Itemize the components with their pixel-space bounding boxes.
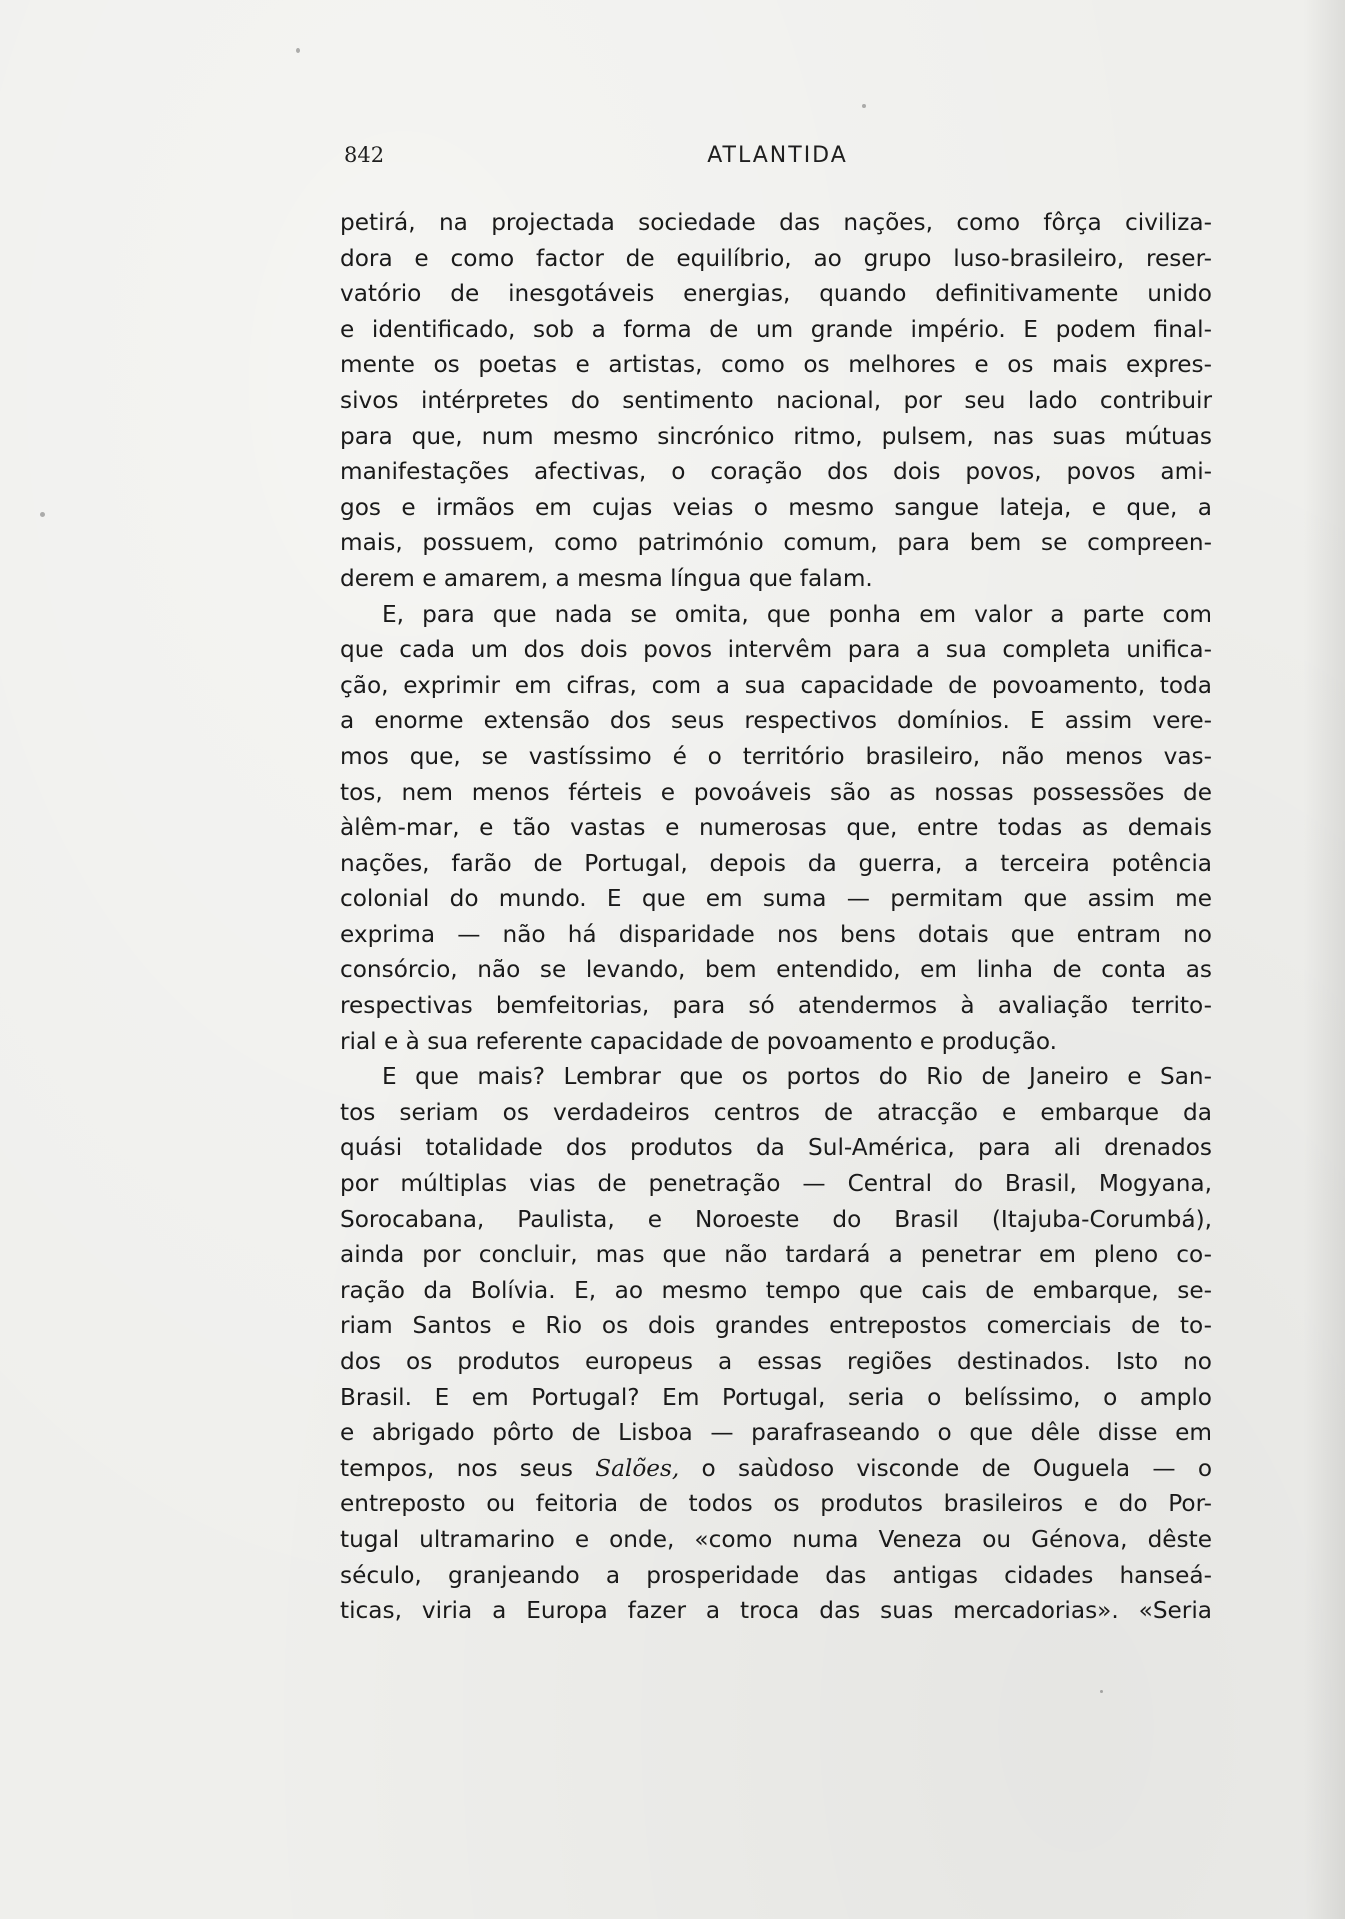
text-line: exprima — não há disparidade nos bens dotais que entram no [340,920,1212,948]
text-line: entreposto ou feitoria de todos os produtos brasileiros e do Por- [340,1490,1212,1518]
text-line: derem e amarem, a mesma língua que falam. [340,564,873,592]
text-line: mos que, se vastíssimo é o território brasileiro, não menos vas- [340,742,1212,770]
text-line: E que mais? Lembrar que os portos do Rio de Janeiro e San- [382,1063,1212,1091]
italic-title: Salões, [595,1454,680,1482]
paragraph [340,1059,1212,1629]
body-text [340,205,1212,1629]
page-edge-shadow [1303,0,1345,1919]
text-line: tos seriam os verdadeiros centros de atracção e embarque da [340,1098,1212,1126]
text-line: dora e como factor de equilíbrio, ao grupo luso-brasileiro, reser- [340,244,1212,272]
text-line: tos, nem menos férteis e povoáveis são as nossas possessões de [340,778,1212,806]
running-head: ATLANTIDA [707,143,848,168]
text-line: século, granjeando a prosperidade das antigas cidades hanseá- [340,1561,1212,1589]
text-line: ção, exprimir em cifras, com a sua capacidade de povoamento, toda [340,671,1212,699]
text-line: Brasil. E em Portugal? Em Portugal, seria o belíssimo, o amplo [340,1383,1212,1411]
text-line: riam Santos e Rio os dois grandes entrepostos comerciais de to- [340,1312,1212,1340]
paper-speck [40,512,45,517]
text-line: ainda por concluir, mas que não tardará a penetrar em pleno co- [340,1241,1212,1269]
paper-speck [296,48,300,53]
text-line: vatório de inesgotáveis energias, quando definitivamente unido [340,280,1212,308]
text-line: e abrigado pôrto de Lisboa — parafraseando o que dêle disse em [340,1419,1212,1447]
text-line-with-italic [340,1451,1212,1487]
text-line: tugal ultramarino e onde, «como numa Veneza ou Génova, dêste [340,1525,1212,1553]
text-line: sivos intérpretes do sentimento nacional, por seu lado contribuir [340,386,1212,414]
text-segment: tempos, nos seus [340,1454,596,1482]
text-line: que cada um dos dois povos intervêm para a sua completa unifica- [340,636,1212,664]
text-line: manifestações afectivas, o coração dos dois povos, povos ami- [340,458,1212,486]
paper-speck [862,104,866,108]
text-line: a enorme extensão dos seus respectivos domínios. E assim vere- [340,707,1212,735]
page-header [344,143,1211,173]
page-number: 842 [344,143,385,167]
text-line: ração da Bolívia. E, ao mesmo tempo que cais de embarque, se- [340,1276,1212,1304]
text-line: colonial do mundo. E que em suma — permitam que assim me [340,885,1212,913]
text-line: nações, farão de Portugal, depois da guerra, a terceira potência [340,849,1212,877]
text-line: rial e à sua referente capacidade de povoamento e produção. [340,1027,1058,1055]
text-line: E, para que nada se omita, que ponha em valor a parte com [382,600,1212,628]
text-segment: o saùdoso visconde de Ouguela — o [679,1454,1213,1482]
text-line: mente os poetas e artistas, como os melhores e os mais expres- [340,351,1212,379]
text-line: petirá, na projectada sociedade das nações, como fôrça civiliza- [340,209,1212,236]
text-line: ticas, viria a Europa fazer a troca das suas mercadorias». «Seria [340,1597,1212,1625]
text-line: mais, possuem, como património comum, para bem se compreen- [340,529,1212,557]
text-line: para que, num mesmo sincrónico ritmo, pulsem, nas suas mútuas [340,422,1212,450]
paper-speck [1100,1690,1103,1693]
text-line: àlêm-mar, e tão vastas e numerosas que, entre todas as demais [340,814,1212,842]
text-line: Sorocabana, Paulista, e Noroeste do Brasil (Itajuba-Corumbá), [340,1205,1212,1233]
paragraph [340,205,1212,597]
text-line: gos e irmãos em cujas veias o mesmo sangue lateja, e que, a [340,493,1212,521]
text-line: e identificado, sob a forma de um grande império. E podem final- [340,315,1212,343]
text-line: quási totalidade dos produtos da Sul-América, para ali drenados [340,1134,1212,1162]
text-line: consórcio, não se levando, bem entendido, em linha de conta as [340,956,1212,984]
text-line: por múltiplas vias de penetração — Central do Brasil, Mogyana, [340,1170,1212,1198]
text-line: respectivas bemfeitorias, para só atendermos à avaliação territo- [340,992,1212,1020]
text-line: dos os produtos europeus a essas regiões destinados. Isto no [340,1348,1212,1375]
paragraph [340,597,1212,1060]
